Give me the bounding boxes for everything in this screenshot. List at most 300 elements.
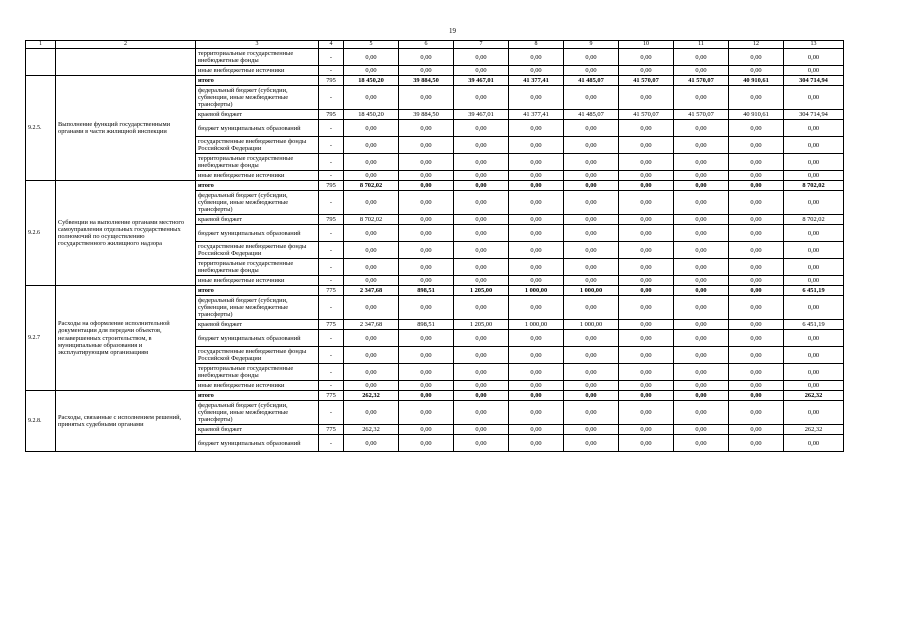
year-value: 1 000,00 <box>564 320 619 330</box>
year-value: 0,00 <box>619 86 674 110</box>
year-value: 0,00 <box>454 242 509 259</box>
year-value: 0,00 <box>454 181 509 191</box>
year-value: 0,00 <box>619 66 674 76</box>
year-value: 0,00 <box>619 215 674 225</box>
year-value: 18 450,20 <box>344 76 399 86</box>
year-value: 0,00 <box>344 296 399 320</box>
year-value: 41 485,07 <box>564 76 619 86</box>
total-value: 262,32 <box>784 391 844 401</box>
year-value: 0,00 <box>344 137 399 154</box>
total-value: 0,00 <box>784 242 844 259</box>
year-value: 0,00 <box>564 171 619 181</box>
year-value: 1 000,00 <box>564 286 619 296</box>
year-value: 0,00 <box>619 120 674 137</box>
year-value: 0,00 <box>509 391 564 401</box>
year-value: 0,00 <box>674 242 729 259</box>
year-value: 39 467,01 <box>454 110 509 120</box>
column-header-row <box>26 41 844 49</box>
year-value: 0,00 <box>509 154 564 171</box>
year-value: 0,00 <box>564 66 619 76</box>
year-value: 0,00 <box>399 215 454 225</box>
budget-table <box>25 40 844 452</box>
table-row <box>26 286 844 296</box>
grbs-code: 795 <box>319 110 344 120</box>
year-value: 1 000,00 <box>509 286 564 296</box>
year-value: 0,00 <box>454 435 509 452</box>
funding-source: бюджет муниципальных образований <box>196 120 319 137</box>
year-value: 0,00 <box>564 276 619 286</box>
year-value: 39 884,50 <box>399 76 454 86</box>
year-value: 898,51 <box>399 286 454 296</box>
year-value: 0,00 <box>509 191 564 215</box>
year-value: 0,00 <box>399 296 454 320</box>
grbs-code: - <box>319 66 344 76</box>
year-value: 0,00 <box>399 330 454 347</box>
grbs-code: 775 <box>319 425 344 435</box>
year-value: 0,00 <box>454 259 509 276</box>
year-value: 0,00 <box>454 401 509 425</box>
funding-source: итого <box>196 76 319 86</box>
year-value: 0,00 <box>564 154 619 171</box>
funding-source: государственные внебюджетные фонды Российской Федерации <box>196 347 319 364</box>
year-value: 0,00 <box>454 364 509 381</box>
year-value: 262,32 <box>344 391 399 401</box>
grbs-code: - <box>319 330 344 347</box>
funding-source: краевой бюджет <box>196 215 319 225</box>
year-value: 41 485,07 <box>564 110 619 120</box>
section-name: Расходы на оформление исполнительной документации для передачи объектов, незавершенных строительством, в муниципальные образования и эксплуатирующим организациям <box>56 286 196 391</box>
year-value: 0,00 <box>399 120 454 137</box>
year-value: 0,00 <box>399 276 454 286</box>
year-value: 0,00 <box>454 154 509 171</box>
year-value: 39 467,01 <box>454 76 509 86</box>
year-value: 0,00 <box>674 154 729 171</box>
year-value: 0,00 <box>729 435 784 452</box>
total-value: 0,00 <box>784 171 844 181</box>
grbs-code: - <box>319 435 344 452</box>
funding-source: территориальные государственные внебюджетные фонды <box>196 154 319 171</box>
year-value: 0,00 <box>454 425 509 435</box>
year-value: 0,00 <box>674 276 729 286</box>
year-value: 0,00 <box>399 259 454 276</box>
year-value: 39 884,50 <box>399 110 454 120</box>
total-value: 0,00 <box>784 137 844 154</box>
funding-source: федеральный бюджет (субсидии, субвенции, иные межбюджетные трансферты) <box>196 86 319 110</box>
year-value: 0,00 <box>509 276 564 286</box>
year-value: 0,00 <box>509 171 564 181</box>
year-value: 0,00 <box>619 49 674 66</box>
year-value: 0,00 <box>509 401 564 425</box>
year-value: 0,00 <box>729 154 784 171</box>
year-value: 0,00 <box>619 259 674 276</box>
year-value: 41 570,07 <box>619 110 674 120</box>
year-value: 2 347,68 <box>344 286 399 296</box>
column-header: 7 <box>454 41 509 49</box>
total-value: 0,00 <box>784 347 844 364</box>
year-value: 0,00 <box>619 435 674 452</box>
year-value: 0,00 <box>729 181 784 191</box>
year-value: 0,00 <box>619 425 674 435</box>
year-value: 0,00 <box>509 364 564 381</box>
funding-source: итого <box>196 181 319 191</box>
year-value: 0,00 <box>619 401 674 425</box>
year-value: 0,00 <box>674 286 729 296</box>
year-value: 0,00 <box>344 401 399 425</box>
year-value: 898,51 <box>399 320 454 330</box>
total-value: 0,00 <box>784 276 844 286</box>
funding-source: краевой бюджет <box>196 320 319 330</box>
column-header: 4 <box>319 41 344 49</box>
year-value: 1 000,00 <box>509 320 564 330</box>
year-value: 0,00 <box>564 242 619 259</box>
year-value: 0,00 <box>619 191 674 215</box>
year-value: 262,32 <box>344 425 399 435</box>
year-value: 0,00 <box>619 286 674 296</box>
grbs-code: - <box>319 154 344 171</box>
year-value: 0,00 <box>729 49 784 66</box>
year-value: 0,00 <box>619 364 674 381</box>
column-header: 5 <box>344 41 399 49</box>
year-value: 0,00 <box>674 435 729 452</box>
year-value: 0,00 <box>564 435 619 452</box>
year-value: 0,00 <box>344 276 399 286</box>
year-value: 0,00 <box>454 49 509 66</box>
year-value: 0,00 <box>619 154 674 171</box>
grbs-code: - <box>319 296 344 320</box>
year-value: 0,00 <box>564 391 619 401</box>
total-value: 304 714,94 <box>784 110 844 120</box>
total-value: 0,00 <box>784 154 844 171</box>
year-value: 0,00 <box>674 296 729 320</box>
total-value: 0,00 <box>784 86 844 110</box>
section-code: 9.2.8. <box>26 391 56 452</box>
funding-source: итого <box>196 391 319 401</box>
year-value: 0,00 <box>454 137 509 154</box>
year-value: 41 377,41 <box>509 110 564 120</box>
year-value: 0,00 <box>344 171 399 181</box>
grbs-code: 775 <box>319 391 344 401</box>
year-value: 0,00 <box>399 391 454 401</box>
year-value: 0,00 <box>399 347 454 364</box>
grbs-code: - <box>319 86 344 110</box>
year-value: 0,00 <box>399 171 454 181</box>
year-value: 0,00 <box>344 120 399 137</box>
table-row <box>26 391 844 401</box>
year-value: 0,00 <box>454 330 509 347</box>
year-value: 0,00 <box>729 276 784 286</box>
year-value: 0,00 <box>564 259 619 276</box>
year-value: 0,00 <box>454 296 509 320</box>
year-value: 0,00 <box>729 296 784 320</box>
total-value: 0,00 <box>784 120 844 137</box>
grbs-code: - <box>319 347 344 364</box>
year-value: 0,00 <box>729 86 784 110</box>
total-value: 8 702,02 <box>784 215 844 225</box>
year-value: 0,00 <box>399 181 454 191</box>
column-header: 11 <box>674 41 729 49</box>
year-value: 0,00 <box>454 86 509 110</box>
column-header: 3 <box>196 41 319 49</box>
year-value: 0,00 <box>509 330 564 347</box>
year-value: 0,00 <box>564 425 619 435</box>
year-value: 0,00 <box>729 215 784 225</box>
year-value: 0,00 <box>509 242 564 259</box>
grbs-code: 775 <box>319 320 344 330</box>
year-value: 0,00 <box>564 364 619 381</box>
year-value: 0,00 <box>454 391 509 401</box>
year-value: 0,00 <box>564 347 619 364</box>
year-value: 0,00 <box>509 215 564 225</box>
year-value: 0,00 <box>619 225 674 242</box>
funding-source: бюджет муниципальных образований <box>196 225 319 242</box>
year-value: 0,00 <box>564 86 619 110</box>
year-value: 0,00 <box>674 347 729 364</box>
table-row <box>26 49 844 66</box>
grbs-code: 795 <box>319 76 344 86</box>
year-value: 0,00 <box>729 425 784 435</box>
section-name: Субвенции на выполнение органами местного самоуправления отдельных государственных полномочий по осуществлению государственного жилищного надзора <box>56 181 196 286</box>
year-value: 0,00 <box>729 137 784 154</box>
total-value: 262,32 <box>784 425 844 435</box>
funding-source: территориальные государственные внебюджетные фонды <box>196 364 319 381</box>
year-value: 0,00 <box>674 49 729 66</box>
year-value: 0,00 <box>509 435 564 452</box>
grbs-code: - <box>319 364 344 381</box>
year-value: 0,00 <box>399 49 454 66</box>
year-value: 0,00 <box>509 225 564 242</box>
year-value: 0,00 <box>674 171 729 181</box>
year-value: 0,00 <box>674 191 729 215</box>
year-value: 0,00 <box>344 86 399 110</box>
year-value: 0,00 <box>729 364 784 381</box>
grbs-code: - <box>319 191 344 215</box>
column-header: 1 <box>26 41 56 49</box>
funding-source: федеральный бюджет (субсидии, субвенции, иные межбюджетные трансферты) <box>196 296 319 320</box>
year-value: 0,00 <box>399 225 454 242</box>
year-value: 0,00 <box>674 320 729 330</box>
year-value: 41 570,07 <box>619 76 674 86</box>
year-value: 0,00 <box>674 120 729 137</box>
table-body <box>26 41 844 452</box>
funding-source: краевой бюджет <box>196 425 319 435</box>
page-number: 19 <box>449 27 456 35</box>
year-value: 0,00 <box>674 137 729 154</box>
year-value: 0,00 <box>454 191 509 215</box>
grbs-code: - <box>319 381 344 391</box>
year-value: 0,00 <box>674 381 729 391</box>
section-code: 9.2.7 <box>26 286 56 391</box>
year-value: 0,00 <box>454 171 509 181</box>
year-value: 0,00 <box>399 381 454 391</box>
year-value: 0,00 <box>674 181 729 191</box>
year-value: 0,00 <box>399 137 454 154</box>
total-value: 0,00 <box>784 49 844 66</box>
total-value: 0,00 <box>784 225 844 242</box>
year-value: 0,00 <box>619 171 674 181</box>
grbs-code: - <box>319 242 344 259</box>
year-value: 0,00 <box>344 330 399 347</box>
grbs-code: - <box>319 225 344 242</box>
funding-source: иные внебюджетные источники <box>196 276 319 286</box>
total-value: 0,00 <box>784 66 844 76</box>
grbs-code: - <box>319 120 344 137</box>
section-code: 9.2.6 <box>26 181 56 286</box>
year-value: 0,00 <box>509 381 564 391</box>
year-value: 0,00 <box>619 137 674 154</box>
table-row <box>26 181 844 191</box>
year-value: 0,00 <box>729 171 784 181</box>
year-value: 0,00 <box>454 225 509 242</box>
year-value: 0,00 <box>399 86 454 110</box>
funding-source: иные внебюджетные источники <box>196 381 319 391</box>
total-value: 0,00 <box>784 401 844 425</box>
year-value: 0,00 <box>454 215 509 225</box>
year-value: 0,00 <box>729 381 784 391</box>
year-value: 0,00 <box>509 347 564 364</box>
year-value: 0,00 <box>729 330 784 347</box>
year-value: 0,00 <box>564 330 619 347</box>
year-value: 0,00 <box>564 225 619 242</box>
funding-source: территориальные государственные внебюджетные фонды <box>196 49 319 66</box>
total-value: 0,00 <box>784 364 844 381</box>
total-value: 0,00 <box>784 381 844 391</box>
year-value: 1 205,00 <box>454 320 509 330</box>
year-value: 0,00 <box>399 435 454 452</box>
year-value: 0,00 <box>399 364 454 381</box>
grbs-code: - <box>319 137 344 154</box>
year-value: 0,00 <box>509 86 564 110</box>
year-value: 0,00 <box>674 225 729 242</box>
year-value: 0,00 <box>454 347 509 364</box>
year-value: 8 702,02 <box>344 181 399 191</box>
year-value: 0,00 <box>564 401 619 425</box>
year-value: 0,00 <box>564 137 619 154</box>
year-value: 0,00 <box>729 320 784 330</box>
year-value: 0,00 <box>399 242 454 259</box>
year-value: 0,00 <box>509 120 564 137</box>
total-value: 0,00 <box>784 330 844 347</box>
year-value: 0,00 <box>454 381 509 391</box>
year-value: 0,00 <box>564 49 619 66</box>
funding-source: бюджет муниципальных образований <box>196 435 319 452</box>
grbs-code: - <box>319 259 344 276</box>
total-value: 0,00 <box>784 259 844 276</box>
year-value: 0,00 <box>564 120 619 137</box>
year-value: 0,00 <box>729 401 784 425</box>
year-value: 0,00 <box>564 181 619 191</box>
grbs-code: - <box>319 49 344 66</box>
year-value: 0,00 <box>399 66 454 76</box>
column-header: 12 <box>729 41 784 49</box>
year-value: 0,00 <box>619 296 674 320</box>
year-value: 0,00 <box>619 181 674 191</box>
year-value: 0,00 <box>729 242 784 259</box>
year-value: 0,00 <box>399 401 454 425</box>
year-value: 40 910,61 <box>729 76 784 86</box>
year-value: 0,00 <box>729 225 784 242</box>
year-value: 0,00 <box>729 66 784 76</box>
column-header: 13 <box>784 41 844 49</box>
section-name: Выполнение функций государственными органами в части жилищной инспекции <box>56 76 196 181</box>
year-value: 0,00 <box>674 66 729 76</box>
year-value: 0,00 <box>729 120 784 137</box>
year-value: 0,00 <box>344 49 399 66</box>
year-value: 40 910,61 <box>729 110 784 120</box>
year-value: 0,00 <box>729 347 784 364</box>
year-value: 0,00 <box>344 435 399 452</box>
year-value: 0,00 <box>674 364 729 381</box>
grbs-code: - <box>319 171 344 181</box>
total-value: 6 451,19 <box>784 286 844 296</box>
year-value: 0,00 <box>454 276 509 286</box>
funding-source: государственные внебюджетные фонды Российской Федерации <box>196 137 319 154</box>
year-value: 0,00 <box>674 391 729 401</box>
year-value: 0,00 <box>619 347 674 364</box>
year-value: 0,00 <box>674 259 729 276</box>
year-value: 0,00 <box>619 320 674 330</box>
year-value: 0,00 <box>344 66 399 76</box>
year-value: 0,00 <box>344 364 399 381</box>
section-code <box>26 49 56 76</box>
year-value: 0,00 <box>729 286 784 296</box>
year-value: 0,00 <box>729 259 784 276</box>
year-value: 1 205,00 <box>454 286 509 296</box>
year-value: 0,00 <box>399 191 454 215</box>
year-value: 0,00 <box>509 66 564 76</box>
year-value: 41 570,07 <box>674 110 729 120</box>
year-value: 0,00 <box>619 330 674 347</box>
total-value: 0,00 <box>784 435 844 452</box>
year-value: 0,00 <box>729 391 784 401</box>
year-value: 0,00 <box>674 86 729 110</box>
year-value: 0,00 <box>564 381 619 391</box>
year-value: 0,00 <box>454 120 509 137</box>
year-value: 0,00 <box>729 191 784 215</box>
funding-source: федеральный бюджет (субсидии, субвенции, иные межбюджетные трансферты) <box>196 191 319 215</box>
funding-source: государственные внебюджетные фонды Российской Федерации <box>196 242 319 259</box>
column-header: 9 <box>564 41 619 49</box>
funding-source: федеральный бюджет (субсидии, субвенции, иные межбюджетные трансферты) <box>196 401 319 425</box>
total-value: 0,00 <box>784 191 844 215</box>
year-value: 0,00 <box>674 215 729 225</box>
year-value: 0,00 <box>344 154 399 171</box>
year-value: 0,00 <box>674 330 729 347</box>
year-value: 0,00 <box>344 347 399 364</box>
year-value: 0,00 <box>509 137 564 154</box>
year-value: 0,00 <box>399 154 454 171</box>
funding-source: иные внебюджетные источники <box>196 171 319 181</box>
year-value: 0,00 <box>509 49 564 66</box>
grbs-code: - <box>319 401 344 425</box>
funding-source: бюджет муниципальных образований <box>196 330 319 347</box>
grbs-code: 795 <box>319 215 344 225</box>
column-header: 10 <box>619 41 674 49</box>
column-header: 6 <box>399 41 454 49</box>
grbs-code: 795 <box>319 181 344 191</box>
column-header: 8 <box>509 41 564 49</box>
year-value: 18 450,20 <box>344 110 399 120</box>
year-value: 2 347,68 <box>344 320 399 330</box>
section-name <box>56 49 196 76</box>
year-value: 0,00 <box>564 296 619 320</box>
year-value: 0,00 <box>344 242 399 259</box>
year-value: 0,00 <box>509 259 564 276</box>
year-value: 0,00 <box>344 225 399 242</box>
year-value: 0,00 <box>509 181 564 191</box>
year-value: 0,00 <box>344 381 399 391</box>
section-name: Расходы, связанные с исполнением решений, принятых судебными органами <box>56 391 196 452</box>
funding-source: итого <box>196 286 319 296</box>
